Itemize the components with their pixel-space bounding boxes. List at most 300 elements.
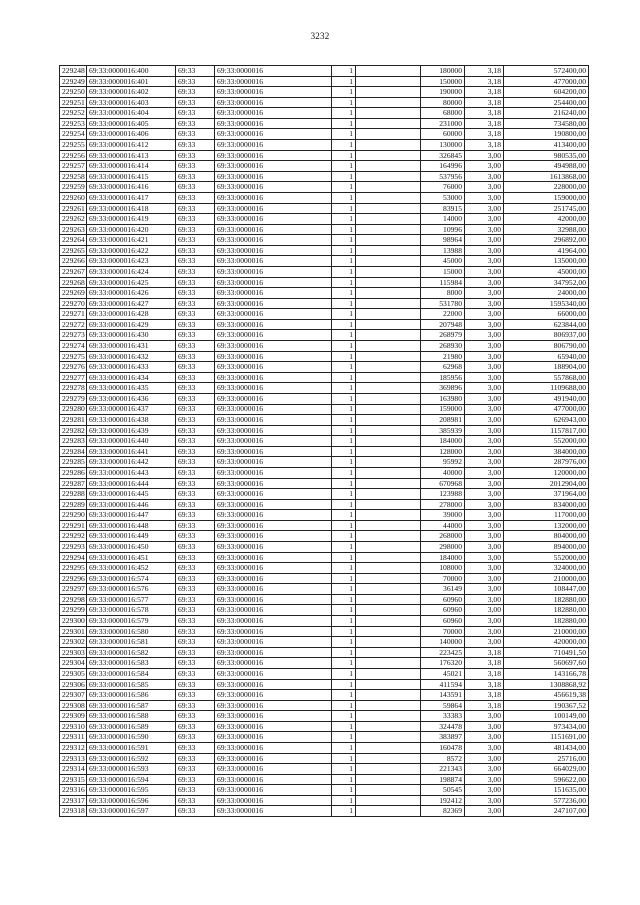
cell-empty [356, 489, 421, 500]
cell-count: 1 [332, 764, 356, 775]
cell-count: 1 [332, 616, 356, 627]
cell-rate: 3,00 [465, 616, 504, 627]
cell-row-number: 229299 [60, 605, 87, 616]
cell-count: 1 [332, 626, 356, 637]
cell-rate: 3,00 [465, 711, 504, 722]
cell-district-code: 69:33 [176, 277, 215, 288]
cell-area: 60960 [421, 605, 465, 616]
cell-empty [356, 277, 421, 288]
cell-quarter-number: 69:33:0000016 [215, 446, 332, 457]
cell-area: 60000 [421, 129, 465, 140]
cell-count: 1 [332, 319, 356, 330]
cell-row-number: 229313 [60, 753, 87, 764]
cell-empty [356, 637, 421, 648]
cell-count: 1 [332, 531, 356, 542]
cell-quarter-number: 69:33:0000016 [215, 288, 332, 299]
cell-row-number: 229294 [60, 552, 87, 563]
cell-empty [356, 605, 421, 616]
cell-area: 45000 [421, 256, 465, 267]
cell-row-number: 229279 [60, 393, 87, 404]
cell-cadastral-number: 69:33:0000016:413 [87, 150, 176, 161]
cell-district-code: 69:33 [176, 457, 215, 468]
cell-cadastral-value: 108447,00 [504, 584, 589, 595]
cell-cadastral-value: 456619,38 [504, 690, 589, 701]
cell-cadastral-value: 120000,00 [504, 467, 589, 478]
cell-cadastral-value: 623844,00 [504, 319, 589, 330]
cell-cadastral-value: 834000,00 [504, 499, 589, 510]
cell-cadastral-number: 69:33:0000016:583 [87, 658, 176, 669]
cell-count: 1 [332, 573, 356, 584]
cell-area: 83915 [421, 203, 465, 214]
cell-cadastral-number: 69:33:0000016:435 [87, 383, 176, 394]
cell-count: 1 [332, 118, 356, 129]
cell-rate: 3,00 [465, 732, 504, 743]
cell-row-number: 229284 [60, 446, 87, 457]
cell-district-code: 69:33 [176, 362, 215, 373]
cell-cadastral-number: 69:33:0000016:436 [87, 393, 176, 404]
cell-cadastral-number: 69:33:0000016:417 [87, 192, 176, 203]
cell-count: 1 [332, 245, 356, 256]
table-row [60, 309, 589, 320]
cell-rate: 3,00 [465, 266, 504, 277]
cell-area: 68000 [421, 108, 465, 119]
cell-empty [356, 383, 421, 394]
table-row [60, 785, 589, 796]
table-row [60, 425, 589, 436]
cell-district-code: 69:33 [176, 383, 215, 394]
cell-district-code: 69:33 [176, 616, 215, 627]
cell-rate: 3,00 [465, 795, 504, 806]
cell-count: 1 [332, 774, 356, 785]
cell-quarter-number: 69:33:0000016 [215, 362, 332, 373]
cell-quarter-number: 69:33:0000016 [215, 372, 332, 383]
cell-empty [356, 330, 421, 341]
cell-district-code: 69:33 [176, 467, 215, 478]
cell-quarter-number: 69:33:0000016 [215, 584, 332, 595]
cell-row-number: 229269 [60, 288, 87, 299]
cell-empty [356, 256, 421, 267]
cell-rate: 3,00 [465, 637, 504, 648]
cell-row-number: 229300 [60, 616, 87, 627]
cell-count: 1 [332, 436, 356, 447]
cell-row-number: 229289 [60, 499, 87, 510]
cell-quarter-number: 69:33:0000016 [215, 637, 332, 648]
cell-cadastral-value: 210000,00 [504, 573, 589, 584]
cell-empty [356, 806, 421, 817]
cell-rate: 3,00 [465, 150, 504, 161]
cell-rate: 3,00 [465, 563, 504, 574]
cell-empty [356, 192, 421, 203]
cell-area: 163980 [421, 393, 465, 404]
cell-area: 160478 [421, 743, 465, 754]
cell-cadastral-number: 69:33:0000016:576 [87, 584, 176, 595]
cell-district-code: 69:33 [176, 573, 215, 584]
cell-row-number: 229318 [60, 806, 87, 817]
table-row [60, 605, 589, 616]
table-row [60, 626, 589, 637]
cell-rate: 3,00 [465, 245, 504, 256]
cell-cadastral-value: 190367,52 [504, 700, 589, 711]
cell-district-code: 69:33 [176, 235, 215, 246]
cell-count: 1 [332, 76, 356, 87]
cell-area: 70000 [421, 626, 465, 637]
cell-area: 33383 [421, 711, 465, 722]
cell-district-code: 69:33 [176, 806, 215, 817]
table-row [60, 753, 589, 764]
cell-cadastral-number: 69:33:0000016:416 [87, 182, 176, 193]
cell-rate: 3,00 [465, 446, 504, 457]
cell-cadastral-number: 69:33:0000016:431 [87, 341, 176, 352]
cell-quarter-number: 69:33:0000016 [215, 203, 332, 214]
cell-cadastral-value: 32988,00 [504, 224, 589, 235]
cell-rate: 3,00 [465, 531, 504, 542]
cell-empty [356, 563, 421, 574]
cell-rate: 3,00 [465, 584, 504, 595]
cell-empty [356, 499, 421, 510]
table-row [60, 108, 589, 119]
cell-district-code: 69:33 [176, 66, 215, 77]
cell-cadastral-number: 69:33:0000016:580 [87, 626, 176, 637]
cell-empty [356, 743, 421, 754]
table-row [60, 806, 589, 817]
cell-area: 13988 [421, 245, 465, 256]
cell-cadastral-number: 69:33:0000016:447 [87, 510, 176, 521]
cell-count: 1 [332, 721, 356, 732]
cell-quarter-number: 69:33:0000016 [215, 732, 332, 743]
cell-count: 1 [332, 266, 356, 277]
cell-count: 1 [332, 647, 356, 658]
cell-cadastral-number: 69:33:0000016:446 [87, 499, 176, 510]
cell-district-code: 69:33 [176, 732, 215, 743]
cell-cadastral-value: 287976,00 [504, 457, 589, 468]
cell-empty [356, 203, 421, 214]
cell-count: 1 [332, 192, 356, 203]
cell-empty [356, 129, 421, 140]
cell-count: 1 [332, 446, 356, 457]
cell-count: 1 [332, 309, 356, 320]
cell-empty [356, 647, 421, 658]
cell-area: 192412 [421, 795, 465, 806]
cell-rate: 3,00 [465, 182, 504, 193]
cell-district-code: 69:33 [176, 637, 215, 648]
cell-empty [356, 753, 421, 764]
table-row [60, 235, 589, 246]
cell-quarter-number: 69:33:0000016 [215, 795, 332, 806]
cell-cadastral-value: 216240,00 [504, 108, 589, 119]
cell-cadastral-number: 69:33:0000016:579 [87, 616, 176, 627]
cell-count: 1 [332, 467, 356, 478]
table-row [60, 679, 589, 690]
cell-count: 1 [332, 806, 356, 817]
cell-district-code: 69:33 [176, 393, 215, 404]
cell-cadastral-value: 247107,00 [504, 806, 589, 817]
table-row [60, 467, 589, 478]
cell-quarter-number: 69:33:0000016 [215, 436, 332, 447]
cell-cadastral-value: 413400,00 [504, 140, 589, 151]
cell-quarter-number: 69:33:0000016 [215, 330, 332, 341]
cell-quarter-number: 69:33:0000016 [215, 425, 332, 436]
cell-area: 180000 [421, 66, 465, 77]
cell-cadastral-number: 69:33:0000016:445 [87, 489, 176, 500]
cell-row-number: 229312 [60, 743, 87, 754]
cell-area: 324478 [421, 721, 465, 732]
cell-count: 1 [332, 732, 356, 743]
cell-empty [356, 584, 421, 595]
cell-area: 143591 [421, 690, 465, 701]
cell-row-number: 229261 [60, 203, 87, 214]
cell-empty [356, 393, 421, 404]
cell-row-number: 229278 [60, 383, 87, 394]
table-row [60, 690, 589, 701]
cell-rate: 3,00 [465, 478, 504, 489]
cell-quarter-number: 69:33:0000016 [215, 764, 332, 775]
cell-empty [356, 341, 421, 352]
cell-cadastral-number: 69:33:0000016:421 [87, 235, 176, 246]
cell-rate: 3,00 [465, 785, 504, 796]
cell-district-code: 69:33 [176, 351, 215, 362]
cell-quarter-number: 69:33:0000016 [215, 573, 332, 584]
cell-area: 140000 [421, 637, 465, 648]
cell-district-code: 69:33 [176, 478, 215, 489]
cell-count: 1 [332, 362, 356, 373]
table-row [60, 362, 589, 373]
cell-count: 1 [332, 161, 356, 172]
cell-count: 1 [332, 679, 356, 690]
cell-cadastral-number: 69:33:0000016:433 [87, 362, 176, 373]
cell-count: 1 [332, 383, 356, 394]
cell-cadastral-number: 69:33:0000016:423 [87, 256, 176, 267]
cell-rate: 3,00 [465, 552, 504, 563]
cell-quarter-number: 69:33:0000016 [215, 711, 332, 722]
cell-row-number: 229264 [60, 235, 87, 246]
cell-cadastral-value: 572400,00 [504, 66, 589, 77]
cell-count: 1 [332, 171, 356, 182]
cell-quarter-number: 69:33:0000016 [215, 415, 332, 426]
cell-count: 1 [332, 457, 356, 468]
cell-quarter-number: 69:33:0000016 [215, 721, 332, 732]
table-row [60, 129, 589, 140]
cell-cadastral-value: 734580,00 [504, 118, 589, 129]
cell-count: 1 [332, 510, 356, 521]
cell-count: 1 [332, 214, 356, 225]
cell-district-code: 69:33 [176, 605, 215, 616]
table-row [60, 245, 589, 256]
cell-rate: 3,18 [465, 97, 504, 108]
cell-row-number: 229285 [60, 457, 87, 468]
cell-rate: 3,18 [465, 129, 504, 140]
cell-row-number: 229292 [60, 531, 87, 542]
cell-district-code: 69:33 [176, 563, 215, 574]
cell-quarter-number: 69:33:0000016 [215, 616, 332, 627]
cell-cadastral-number: 69:33:0000016:452 [87, 563, 176, 574]
cell-cadastral-number: 69:33:0000016:414 [87, 161, 176, 172]
cell-cadastral-number: 69:33:0000016:596 [87, 795, 176, 806]
cell-cadastral-number: 69:33:0000016:437 [87, 404, 176, 415]
cell-row-number: 229317 [60, 795, 87, 806]
cell-empty [356, 531, 421, 542]
cell-cadastral-number: 69:33:0000016:412 [87, 140, 176, 151]
cell-rate: 3,00 [465, 467, 504, 478]
table-row [60, 637, 589, 648]
cell-empty [356, 446, 421, 457]
cell-area: 326845 [421, 150, 465, 161]
cell-cadastral-value: 117000,00 [504, 510, 589, 521]
cell-rate: 3,00 [465, 362, 504, 373]
cell-rate: 3,00 [465, 203, 504, 214]
cell-area: 383897 [421, 732, 465, 743]
cell-cadastral-number: 69:33:0000016:589 [87, 721, 176, 732]
cell-cadastral-number: 69:33:0000016:593 [87, 764, 176, 775]
cell-area: 298000 [421, 542, 465, 553]
cell-row-number: 229271 [60, 309, 87, 320]
cell-quarter-number: 69:33:0000016 [215, 393, 332, 404]
cell-quarter-number: 69:33:0000016 [215, 118, 332, 129]
cell-area: 80000 [421, 97, 465, 108]
table-row [60, 584, 589, 595]
cell-row-number: 229314 [60, 764, 87, 775]
cell-district-code: 69:33 [176, 203, 215, 214]
cell-empty [356, 573, 421, 584]
cell-empty [356, 594, 421, 605]
table-row [60, 341, 589, 352]
cell-rate: 3,00 [465, 542, 504, 553]
table-row [60, 510, 589, 521]
table-row [60, 764, 589, 775]
cell-empty [356, 298, 421, 309]
cell-area: 369896 [421, 383, 465, 394]
cell-area: 130000 [421, 140, 465, 151]
cell-area: 8000 [421, 288, 465, 299]
cell-row-number: 229287 [60, 478, 87, 489]
cell-cadastral-value: 1109688,00 [504, 383, 589, 394]
cell-area: 207948 [421, 319, 465, 330]
cell-area: 44000 [421, 520, 465, 531]
cell-empty [356, 436, 421, 447]
cell-rate: 3,00 [465, 510, 504, 521]
cell-count: 1 [332, 743, 356, 754]
cell-district-code: 69:33 [176, 182, 215, 193]
table-row [60, 616, 589, 627]
cell-quarter-number: 69:33:0000016 [215, 182, 332, 193]
cell-row-number: 229280 [60, 404, 87, 415]
cell-cadastral-number: 69:33:0000016:588 [87, 711, 176, 722]
cell-cadastral-value: 324000,00 [504, 563, 589, 574]
cell-count: 1 [332, 584, 356, 595]
cell-cadastral-value: 1151691,00 [504, 732, 589, 743]
cell-district-code: 69:33 [176, 690, 215, 701]
cell-rate: 3,00 [465, 319, 504, 330]
cell-cadastral-value: 481434,00 [504, 743, 589, 754]
cell-rate: 3,00 [465, 235, 504, 246]
cell-rate: 3,00 [465, 415, 504, 426]
cell-area: 531780 [421, 298, 465, 309]
cell-cadastral-value: 494988,00 [504, 161, 589, 172]
cell-row-number: 229256 [60, 150, 87, 161]
cell-quarter-number: 69:33:0000016 [215, 542, 332, 553]
cell-cadastral-number: 69:33:0000016:444 [87, 478, 176, 489]
cell-area: 185956 [421, 372, 465, 383]
cell-cadastral-number: 69:33:0000016:418 [87, 203, 176, 214]
table-row [60, 330, 589, 341]
cell-area: 385939 [421, 425, 465, 436]
cell-rate: 3,00 [465, 404, 504, 415]
cell-cadastral-value: 1157817,00 [504, 425, 589, 436]
cell-cadastral-number: 69:33:0000016:581 [87, 637, 176, 648]
cell-row-number: 229286 [60, 467, 87, 478]
cell-row-number: 229316 [60, 785, 87, 796]
cell-cadastral-value: 25716,00 [504, 753, 589, 764]
cell-empty [356, 668, 421, 679]
cell-rate: 3,00 [465, 171, 504, 182]
cell-area: 36149 [421, 584, 465, 595]
cell-area: 670968 [421, 478, 465, 489]
cell-cadastral-value: 626943,00 [504, 415, 589, 426]
cell-cadastral-number: 69:33:0000016:426 [87, 288, 176, 299]
cell-cadastral-value: 1613868,00 [504, 171, 589, 182]
cell-district-code: 69:33 [176, 224, 215, 235]
cell-district-code: 69:33 [176, 341, 215, 352]
cell-empty [356, 235, 421, 246]
cell-district-code: 69:33 [176, 372, 215, 383]
cell-district-code: 69:33 [176, 658, 215, 669]
cell-cadastral-value: 552000,00 [504, 552, 589, 563]
cell-cadastral-number: 69:33:0000016:401 [87, 76, 176, 87]
cell-row-number: 229288 [60, 489, 87, 500]
cell-cadastral-value: 159000,00 [504, 192, 589, 203]
cell-count: 1 [332, 700, 356, 711]
cell-cadastral-number: 69:33:0000016:415 [87, 171, 176, 182]
table-row [60, 520, 589, 531]
cell-quarter-number: 69:33:0000016 [215, 341, 332, 352]
cell-empty [356, 425, 421, 436]
cell-area: 82369 [421, 806, 465, 817]
cell-count: 1 [332, 668, 356, 679]
cell-rate: 3,00 [465, 457, 504, 468]
cell-rate: 3,00 [465, 393, 504, 404]
cell-quarter-number: 69:33:0000016 [215, 563, 332, 574]
table-row [60, 700, 589, 711]
cell-row-number: 229266 [60, 256, 87, 267]
cell-empty [356, 214, 421, 225]
cell-count: 1 [332, 753, 356, 764]
cell-cadastral-number: 69:33:0000016:439 [87, 425, 176, 436]
cell-cadastral-value: 182880,00 [504, 616, 589, 627]
cell-quarter-number: 69:33:0000016 [215, 679, 332, 690]
cell-count: 1 [332, 542, 356, 553]
cell-count: 1 [332, 372, 356, 383]
cell-district-code: 69:33 [176, 679, 215, 690]
cell-district-code: 69:33 [176, 668, 215, 679]
cell-row-number: 229295 [60, 563, 87, 574]
cell-quarter-number: 69:33:0000016 [215, 626, 332, 637]
cell-row-number: 229315 [60, 774, 87, 785]
cell-quarter-number: 69:33:0000016 [215, 774, 332, 785]
cell-area: 76000 [421, 182, 465, 193]
cell-empty [356, 224, 421, 235]
cell-cadastral-value: 560697,60 [504, 658, 589, 669]
cell-quarter-number: 69:33:0000016 [215, 489, 332, 500]
cell-quarter-number: 69:33:0000016 [215, 552, 332, 563]
table-row [60, 298, 589, 309]
cell-quarter-number: 69:33:0000016 [215, 97, 332, 108]
cell-row-number: 229250 [60, 87, 87, 98]
cell-area: 278000 [421, 499, 465, 510]
cell-quarter-number: 69:33:0000016 [215, 383, 332, 394]
cell-district-code: 69:33 [176, 108, 215, 119]
table-row [60, 478, 589, 489]
cell-area: 8572 [421, 753, 465, 764]
cell-quarter-number: 69:33:0000016 [215, 700, 332, 711]
